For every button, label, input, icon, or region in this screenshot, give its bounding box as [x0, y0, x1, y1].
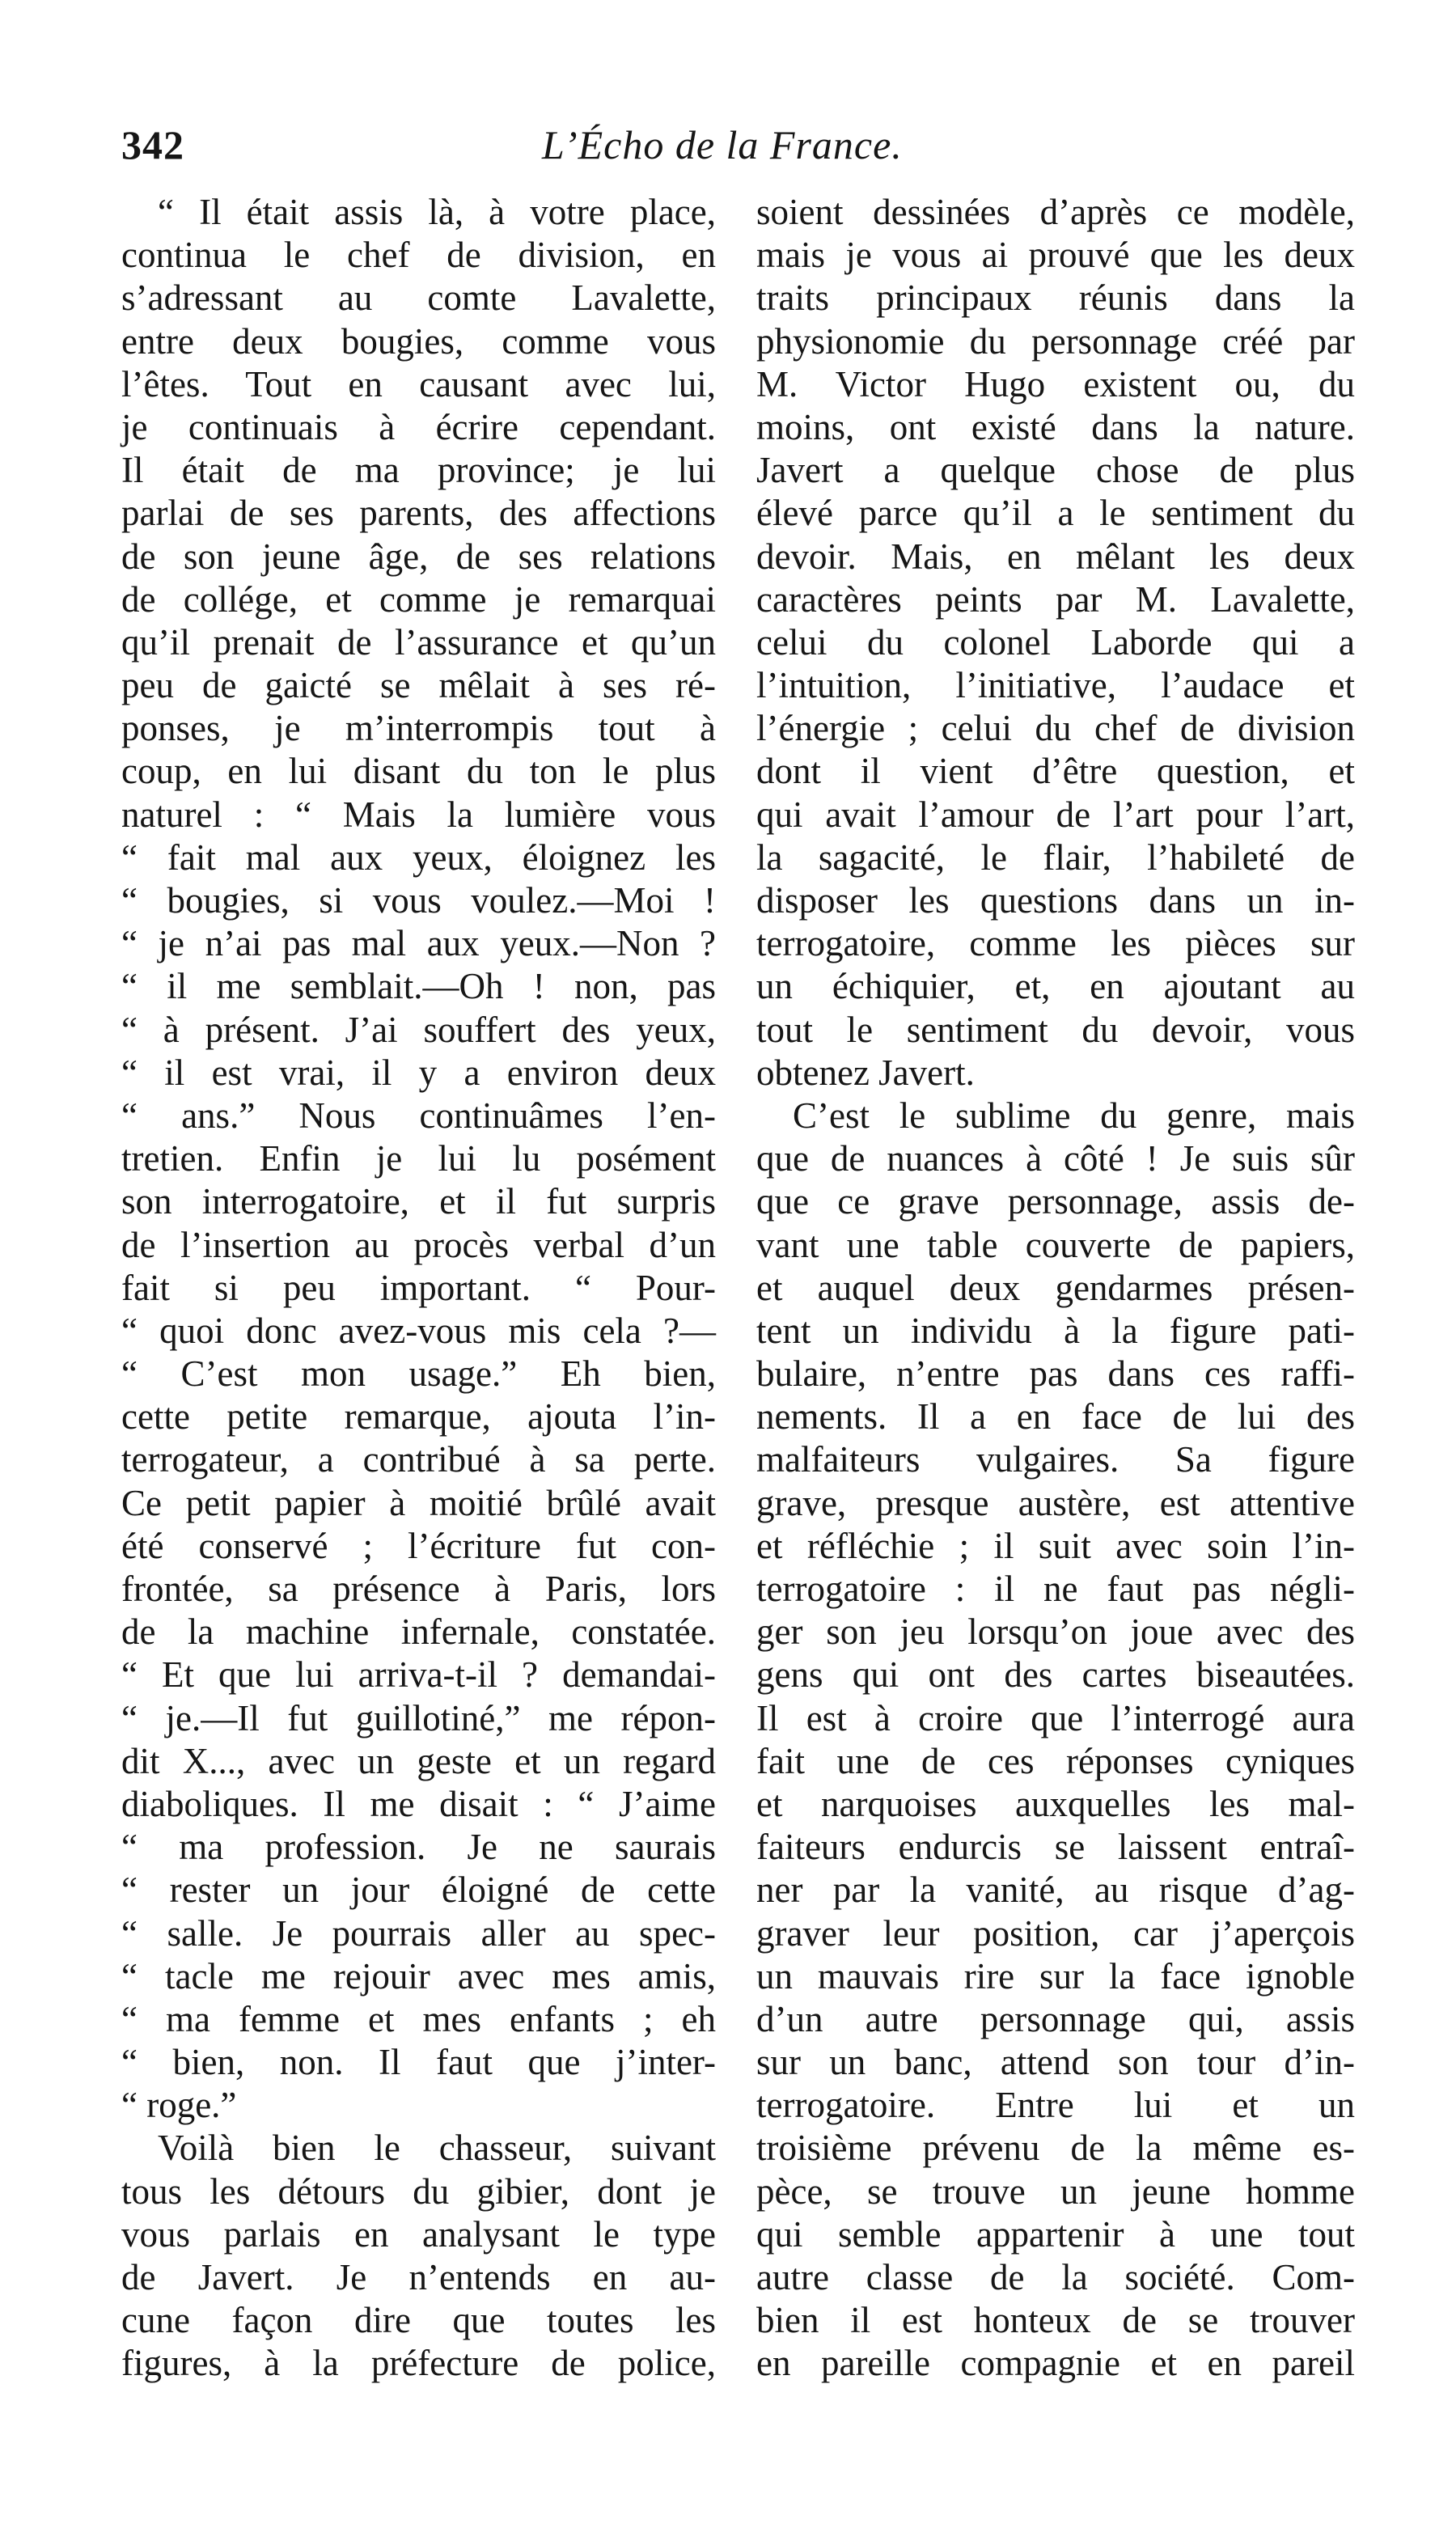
text-line: d’un autre personnage qui, assis	[756, 1998, 1355, 2039]
text-line: que ce grave personnage, assis de-	[756, 1181, 1355, 1222]
text-line: Voilà bien le chasseur, suivant	[158, 2128, 716, 2169]
text-line: de la machine infernale, constatée.	[121, 1611, 716, 1653]
text-line: de Javert. Je n’entends en au-	[121, 2257, 716, 2297]
text-line: “ rester un jour éloigné de cette	[121, 1870, 716, 1911]
text-line: de l’insertion au procès verbal d’un	[121, 1224, 716, 1265]
text-line: “ ma profession. Je ne saurais	[121, 1827, 716, 1868]
text-line: obtenez Javert.	[756, 1052, 975, 1093]
text-line: M. Victor Hugo existent ou, du	[756, 363, 1355, 404]
text-line: et auquel deux gendarmes présen-	[756, 1267, 1355, 1308]
text-line: cune façon dire que toutes les	[121, 2300, 716, 2341]
page-number: 342	[121, 122, 184, 167]
text-line: gens qui ont des cartes biseautées.	[756, 1654, 1355, 1696]
text-line: un mauvais rire sur la face ignoble	[756, 1955, 1355, 1997]
text-line: autre classe de la société. Com-	[756, 2257, 1355, 2297]
text-line: vous parlais en analysant le type	[121, 2213, 716, 2255]
text-line: élevé parce qu’il a le sentiment du	[756, 493, 1355, 534]
text-line: naturel : “ Mais la lumière vous	[121, 794, 716, 835]
text-line: qu’il prenait de l’assurance et qu’un	[121, 621, 716, 663]
journal-title: L’Écho de la France.	[542, 122, 903, 167]
text-line: l’êtes. Tout en causant avec lui,	[121, 363, 716, 404]
left-text-column	[121, 191, 716, 2386]
text-line: malfaiteurs vulgaires. Sa figure	[756, 1439, 1355, 1480]
text-line: Il est à croire que l’interrogé aura	[756, 1697, 1355, 1738]
text-line: terrogatoire, comme les pièces sur	[756, 923, 1355, 964]
text-line: tretien. Enfin je lui lu posément	[121, 1138, 716, 1179]
text-line: traits principaux réunis dans la	[756, 277, 1355, 319]
text-line: “ bien, non. Il faut que j’inter-	[121, 2042, 716, 2083]
text-line: sur un banc, attend son tour d’in-	[756, 2042, 1355, 2083]
text-line: “ je.—Il fut guillotiné,” me répon-	[121, 1697, 716, 1738]
text-line: et réfléchie ; il suit avec soin l’in-	[756, 1525, 1355, 1566]
text-line: tout le sentiment du devoir, vous	[756, 1009, 1355, 1050]
text-line: qui avait l’amour de l’art pour l’art,	[756, 794, 1355, 835]
right-text-column	[756, 191, 1355, 2386]
text-line: fait une de ces réponses cyniques	[756, 1740, 1355, 1781]
text-line: nements. Il a en face de lui des	[756, 1396, 1355, 1438]
text-line: moins, ont existé dans la nature.	[756, 406, 1355, 447]
text-line: fait si peu important. “ Pour-	[121, 1267, 716, 1308]
text-line: terrogatoire. Entre lui et un	[756, 2085, 1355, 2126]
text-line: parlai de ses parents, des affections	[121, 493, 716, 534]
text-line: faiteurs endurcis se laissent entraî-	[756, 1827, 1355, 1868]
text-line: ponses, je m’interrompis tout à	[121, 708, 716, 749]
text-line: “ ans.” Nous continuâmes l’en-	[121, 1095, 716, 1136]
text-line: bien il est honteux de se trouver	[756, 2300, 1355, 2341]
text-line: de son jeune âge, de ses relations	[121, 536, 716, 577]
text-line: peu de gaicté se mêlait à ses ré-	[121, 665, 716, 706]
running-head	[121, 121, 1359, 178]
text-line: je continuais à écrire cependant.	[121, 406, 716, 447]
text-line: figures, à la préfecture de police,	[121, 2343, 716, 2384]
text-line: l’énergie ; celui du chef de division	[756, 708, 1355, 749]
text-line: physionomie du personnage créé par	[756, 320, 1355, 362]
text-line: frontée, sa présence à Paris, lors	[121, 1569, 716, 1609]
text-line: qui semble appartenir à une tout	[756, 2213, 1355, 2255]
text-line: “ il me semblait.—Oh ! non, pas	[121, 966, 716, 1007]
text-line: “ bougies, si vous voulez.—Moi !	[121, 880, 716, 921]
text-line: devoir. Mais, en mêlant les deux	[756, 536, 1355, 577]
text-line: vant une table couverte de papiers,	[756, 1224, 1355, 1265]
text-line: tent un individu à la figure pati-	[756, 1310, 1355, 1351]
text-line: disposer les questions dans un in-	[756, 880, 1355, 921]
text-line: bulaire, n’entre pas dans ces raffi-	[756, 1353, 1355, 1395]
text-line: un échiquier, et, en ajoutant au	[756, 966, 1355, 1007]
text-line: soient dessinées d’après ce modèle,	[756, 192, 1355, 232]
text-line: caractères peints par M. Lavalette,	[756, 578, 1355, 620]
text-line: été conservé ; l’écriture fut con-	[121, 1525, 716, 1566]
text-line: “ il est vrai, il y a environ deux	[121, 1052, 716, 1093]
text-line: tous les détours du gibier, dont je	[121, 2170, 716, 2212]
text-line: grave, presque austère, est attentive	[756, 1482, 1355, 1523]
text-line: “ quoi donc avez-vous mis cela ?—	[121, 1310, 716, 1351]
text-line: de collége, et comme je remarquai	[121, 578, 716, 620]
text-line: C’est le sublime du genre, mais	[793, 1095, 1355, 1136]
text-line: l’intuition, l’initiative, l’audace et	[756, 665, 1355, 706]
text-line: la sagacité, le flair, l’habileté de	[756, 836, 1355, 878]
text-line: Il était de ma province; je lui	[121, 450, 716, 491]
text-line: “ fait mal aux yeux, éloignez les	[121, 836, 716, 878]
text-line: celui du colonel Laborde qui a	[756, 621, 1355, 663]
text-line: “ Il était assis là, à votre place,	[158, 192, 716, 232]
text-line: Ce petit papier à moitié brûlé avait	[121, 1482, 716, 1523]
text-line: mais je vous ai prouvé que les deux	[756, 235, 1355, 276]
text-line: “ je n’ai pas mal aux yeux.—Non ?	[121, 923, 716, 964]
text-line: son interrogatoire, et il fut surpris	[121, 1181, 716, 1222]
text-line: “ tacle me rejouir avec mes amis,	[121, 1955, 716, 1997]
text-line: “ ma femme et mes enfants ; eh	[121, 1998, 716, 2039]
text-line: graver leur position, car j’aperçois	[756, 1912, 1355, 1954]
text-line: et narquoises auxquelles les mal-	[756, 1783, 1355, 1824]
text-line: continua le chef de division, en	[121, 235, 716, 276]
text-line: ger son jeu lorsqu’on joue avec des	[756, 1611, 1355, 1653]
text-line: que de nuances à côté ! Je suis sûr	[756, 1138, 1355, 1179]
text-line: cette petite remarque, ajouta l’in-	[121, 1396, 716, 1438]
text-line: terrogatoire : il ne faut pas négli-	[756, 1569, 1355, 1609]
text-line: entre deux bougies, comme vous	[121, 320, 716, 362]
text-line: terrogateur, a contribué à sa perte.	[121, 1439, 716, 1480]
text-line: “ à présent. J’ai souffert des yeux,	[121, 1009, 716, 1050]
text-line: “ salle. Je pourrais aller au spec-	[121, 1912, 716, 1954]
text-line: “ roge.”	[121, 2085, 237, 2126]
text-line: coup, en lui disant du ton le plus	[121, 751, 716, 792]
text-line: diaboliques. Il me disait : “ J’aime	[121, 1783, 716, 1824]
text-line: s’adressant au comte Lavalette,	[121, 277, 716, 319]
text-line: dit X..., avec un geste et un regard	[121, 1740, 716, 1781]
text-line: “ C’est mon usage.” Eh bien,	[121, 1353, 716, 1395]
text-line: dont il vient d’être question, et	[756, 751, 1355, 792]
text-line: troisième prévenu de la même es-	[756, 2128, 1355, 2169]
text-line: ner par la vanité, au risque d’ag-	[756, 1870, 1355, 1911]
text-line: en pareille compagnie et en pareil	[756, 2343, 1355, 2384]
text-line: pèce, se trouve un jeune homme	[756, 2170, 1355, 2212]
text-line: “ Et que lui arriva-t-il ? demandai-	[121, 1654, 716, 1696]
text-line: Javert a quelque chose de plus	[756, 450, 1355, 491]
